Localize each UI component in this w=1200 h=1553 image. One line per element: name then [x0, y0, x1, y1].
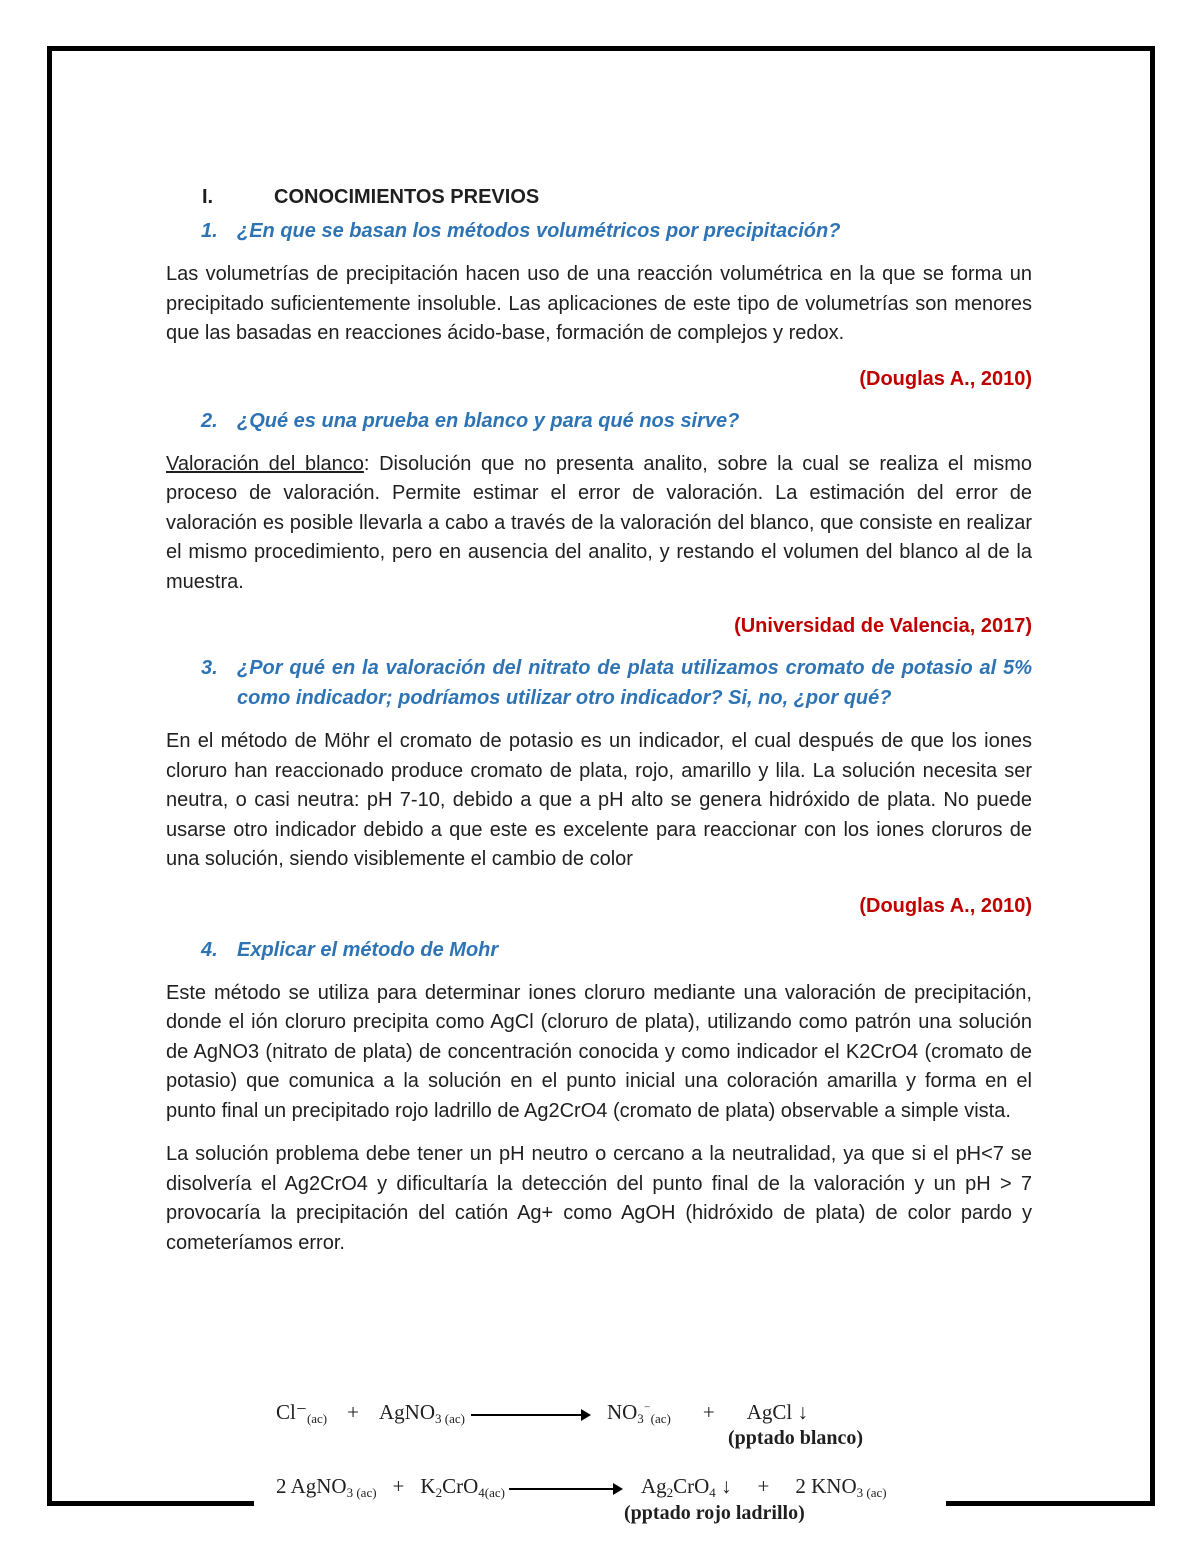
equation-1: $Cl^-_{(ac)}$ + AgNO$_{3 (ac)}$ $NO_3^{^-}_{(ac)}$ + AgCl ↓	[276, 1400, 808, 1426]
equation-1-label: (pptado blanco)	[728, 1427, 864, 1449]
section-number: I.	[202, 186, 214, 208]
answer-4: Este método se utiliza para determinar iones cloruro mediante una valoración de precipitación, donde el ión cloruro precipita como AgCl (cloruro de plata), utilizando como patrón una solución de AgNO3 (nitrato de plata) de concentración conocida y como indicador el K2CrO4 (cromato de potasio) que comunica a la solución en el punto inicial una coloración amarilla y forma en el punto final un precipitado rojo ladrillo de Ag2CrO4 (cromato de plata) observable a simple vista.	[166, 981, 1032, 1122]
answer-4b: La solución problema debe tener un pH neutro o cercano a la neutralidad, ya que si el pH<7 se disolvería el Ag2CrO4 y dificultaría la detección del punto final de la valoración y un pH > 7 provocaría la precipitación del catión Ag+ como AgOH (hidróxido de plata) de color pardo y cometeríamos error.	[166, 1143, 1032, 1254]
reaction-arrow-1	[471, 1414, 589, 1416]
answer-1: Las volumetrías de precipitación hacen uso de una reacción volumétrica en la que se forma un precipitado suficientemente insoluble. Las aplicaciones de este tipo de volumetrías son menores que las basadas en reacciones ácido-base, formación de complejos y redox.	[166, 263, 1032, 344]
question-2: 2. ¿Qué es una prueba en blanco y para qué nos sirve?	[201, 409, 740, 432]
page-border-bottom-right	[946, 1501, 1155, 1506]
answer-2-term: Valoración del blanco	[166, 452, 364, 475]
answer-2: Valoración del blanco: Disolución que no presenta analito, sobre la cual se realiza el mismo proceso de valoración. Permite estimar el error de valoración. La estimación del error de valoración es posible llevarla a cabo a través de la valoración del blanco, que consiste en realizar el mismo procedimiento, pero en ausencia del analito, y restando el volumen del blanco al de la muestra.	[166, 452, 1032, 593]
question-4: 4. Explicar el método de Mohr	[201, 938, 499, 961]
section-heading	[202, 184, 1032, 210]
citation-3: (Douglas A., 2010)	[859, 894, 1032, 917]
citation-1: (Douglas A., 2010)	[859, 367, 1032, 390]
document-body	[166, 184, 1032, 1258]
page-border-left	[47, 46, 52, 1506]
answer-3: En el método de Möhr el cromato de potasio es un indicador, el cual después de que los iones cloruro han reaccionado produce cromato de plata, rojo, amarillo y lila. La solución necesita ser neutra, o casi neutra: pH 7-10, debido a que a pH alto se genera hidróxido de plata. No puede usarse otro indicador debido a que este es excelente para reaccionar con los iones cloruros de una solución, siendo visiblemente el cambio de color	[166, 730, 1032, 870]
equation-2: 2 AgNO$_{3 (ac)}$ + $K_2CrO_{4(ac)}$ $Ag_2CrO_4$ ↓ + 2 $KNO_{3 (ac)}$	[276, 1474, 887, 1500]
page-border-top	[47, 46, 1155, 51]
page-border-bottom-left	[47, 1501, 254, 1506]
page-border-right	[1150, 46, 1155, 1506]
citation-2: (Universidad de Valencia, 2017)	[734, 615, 1032, 637]
equation-2-label: (pptado rojo ladrillo)	[624, 1502, 805, 1524]
section-title: CONOCIMIENTOS PREVIOS	[274, 186, 540, 208]
question-1: 1. ¿En que se basan los métodos volumétricos por precipitación?	[201, 220, 841, 242]
question-3: 3. ¿Por qué en la valoración del nitrato de plata utilizamos cromato de potasio al 5% como indicador; podríamos utilizar otro indicador? Si, no, ¿por qué?	[201, 657, 1032, 709]
reaction-arrow-2	[509, 1488, 621, 1490]
